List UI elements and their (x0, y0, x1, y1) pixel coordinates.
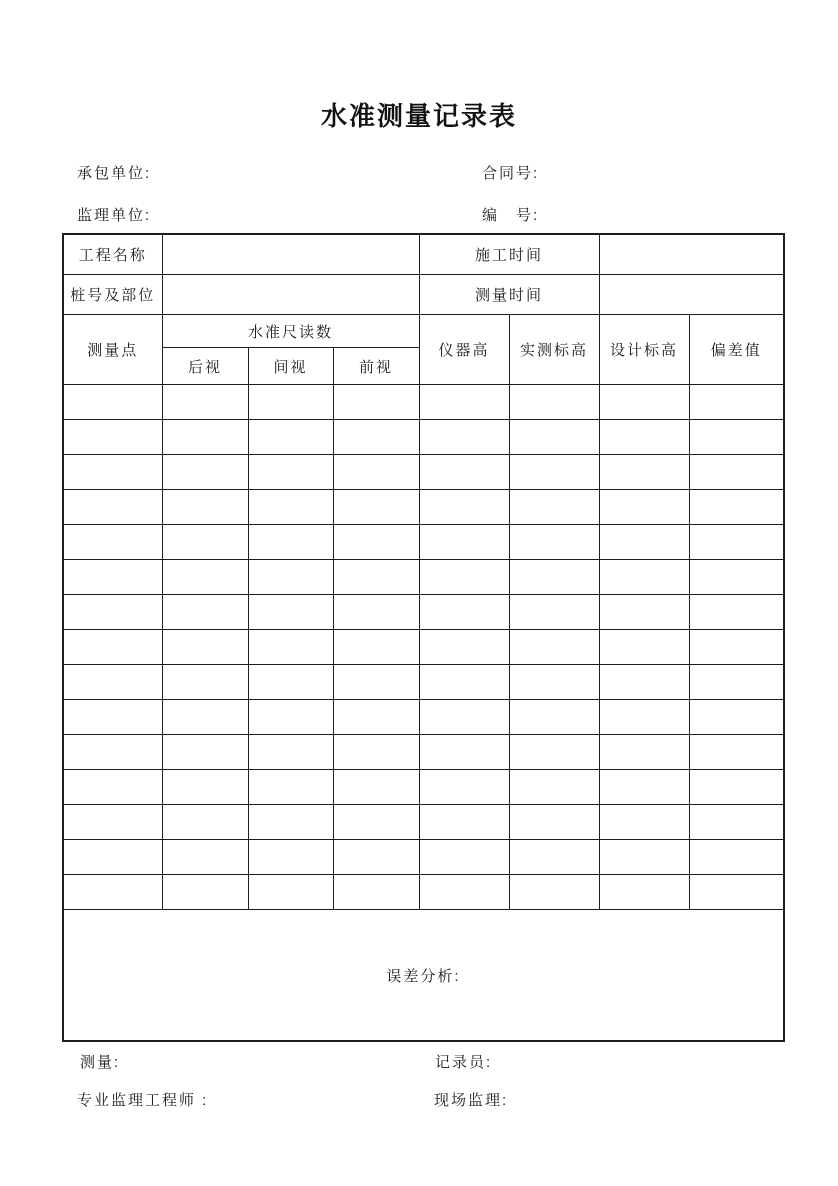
empty-cell[interactable] (333, 630, 419, 665)
empty-cell[interactable] (599, 665, 689, 700)
table-row (63, 770, 784, 805)
empty-cell[interactable] (689, 490, 784, 525)
empty-cell[interactable] (248, 420, 333, 455)
empty-cell[interactable] (162, 735, 248, 770)
empty-cell[interactable] (689, 560, 784, 595)
empty-cell[interactable] (689, 455, 784, 490)
empty-cell[interactable] (333, 840, 419, 875)
empty-cell[interactable] (599, 525, 689, 560)
error-analysis-label: 误差分析: (386, 967, 461, 985)
empty-cell[interactable] (599, 805, 689, 840)
empty-cell[interactable] (419, 770, 509, 805)
empty-cell[interactable] (63, 525, 162, 560)
empty-cell[interactable] (509, 805, 599, 840)
empty-cell[interactable] (333, 770, 419, 805)
table-row (63, 630, 784, 665)
empty-cell[interactable] (509, 665, 599, 700)
empty-cell[interactable] (689, 770, 784, 805)
construction-time-label: 施工时间 (419, 234, 599, 275)
empty-cell[interactable] (509, 630, 599, 665)
fore-sight-header: 前视 (333, 348, 419, 385)
error-analysis-cell[interactable] (63, 910, 784, 1042)
empty-cell[interactable] (599, 560, 689, 595)
empty-cell[interactable] (419, 525, 509, 560)
empty-cell[interactable] (248, 595, 333, 630)
empty-cell[interactable] (333, 385, 419, 420)
error-analysis-row (63, 910, 784, 1042)
measured-elevation-header: 实测标高 (509, 315, 599, 385)
empty-cell[interactable] (63, 805, 162, 840)
empty-cell[interactable] (63, 840, 162, 875)
empty-cell[interactable] (63, 490, 162, 525)
empty-cell[interactable] (509, 525, 599, 560)
empty-cell[interactable] (689, 630, 784, 665)
empty-cell[interactable] (689, 595, 784, 630)
table-row (63, 700, 784, 735)
intermediate-sight-header: 间视 (248, 348, 333, 385)
survey-time-value[interactable] (599, 275, 784, 315)
empty-cell[interactable] (419, 700, 509, 735)
empty-cell[interactable] (419, 490, 509, 525)
survey-point-header: 测量点 (63, 315, 162, 385)
empty-cell[interactable] (689, 805, 784, 840)
empty-cell[interactable] (162, 875, 248, 910)
pile-no-part-label: 桩号及部位 (63, 275, 162, 315)
empty-cell[interactable] (419, 385, 509, 420)
project-name-value[interactable] (162, 234, 419, 275)
empty-cell[interactable] (509, 490, 599, 525)
empty-cell[interactable] (419, 805, 509, 840)
empty-cell[interactable] (333, 595, 419, 630)
table-row (63, 665, 784, 700)
empty-cell[interactable] (333, 665, 419, 700)
empty-cell[interactable] (689, 840, 784, 875)
empty-cell[interactable] (599, 840, 689, 875)
empty-cell[interactable] (248, 735, 333, 770)
empty-cell[interactable] (63, 700, 162, 735)
empty-cell[interactable] (509, 420, 599, 455)
empty-cell[interactable] (689, 420, 784, 455)
empty-cell[interactable] (419, 735, 509, 770)
empty-cell[interactable] (248, 700, 333, 735)
empty-cell[interactable] (509, 770, 599, 805)
empty-cell[interactable] (162, 805, 248, 840)
deviation-header: 偏差值 (689, 315, 784, 385)
empty-cell[interactable] (599, 630, 689, 665)
empty-cell[interactable] (333, 420, 419, 455)
empty-cell[interactable] (63, 385, 162, 420)
table-row (63, 490, 784, 525)
table-row (63, 385, 784, 420)
empty-cell[interactable] (333, 805, 419, 840)
empty-cell[interactable] (599, 490, 689, 525)
empty-cell[interactable] (509, 700, 599, 735)
construction-time-value[interactable] (599, 234, 784, 275)
recorder-label: 记录员: (435, 1054, 493, 1071)
empty-cell[interactable] (162, 700, 248, 735)
empty-cell[interactable] (599, 455, 689, 490)
pile-info-row (63, 275, 784, 315)
empty-cell[interactable] (162, 525, 248, 560)
empty-cell[interactable] (248, 560, 333, 595)
empty-cell[interactable] (333, 490, 419, 525)
table-row (63, 840, 784, 875)
survey-record-table (62, 233, 785, 1042)
empty-cell[interactable] (509, 875, 599, 910)
empty-cell[interactable] (248, 875, 333, 910)
contract-no-label: 合同号: (482, 165, 540, 182)
header-row-upper (63, 315, 784, 348)
surveyor-label: 测量: (80, 1054, 121, 1071)
empty-cell[interactable] (63, 875, 162, 910)
table-row (63, 875, 784, 910)
empty-cell[interactable] (248, 490, 333, 525)
empty-cell[interactable] (333, 525, 419, 560)
empty-cell[interactable] (248, 525, 333, 560)
table-row (63, 455, 784, 490)
empty-cell[interactable] (63, 665, 162, 700)
empty-cell[interactable] (599, 595, 689, 630)
empty-cell[interactable] (248, 805, 333, 840)
empty-cell[interactable] (63, 735, 162, 770)
instrument-height-header: 仪器高 (419, 315, 509, 385)
empty-cell[interactable] (162, 420, 248, 455)
table-row (63, 805, 784, 840)
pile-no-part-value[interactable] (162, 275, 419, 315)
project-info-row (63, 234, 784, 275)
empty-cell[interactable] (419, 455, 509, 490)
empty-cell[interactable] (333, 455, 419, 490)
empty-cell[interactable] (162, 490, 248, 525)
empty-cell[interactable] (248, 770, 333, 805)
empty-cell[interactable] (689, 665, 784, 700)
empty-cell[interactable] (599, 875, 689, 910)
empty-cell[interactable] (63, 560, 162, 595)
empty-cell[interactable] (63, 455, 162, 490)
survey-time-label: 测量时间 (419, 275, 599, 315)
design-elevation-header: 设计标高 (599, 315, 689, 385)
empty-cell[interactable] (162, 595, 248, 630)
empty-cell[interactable] (419, 420, 509, 455)
table-row (63, 560, 784, 595)
empty-cell[interactable] (63, 630, 162, 665)
empty-cell[interactable] (689, 385, 784, 420)
empty-cell[interactable] (689, 875, 784, 910)
empty-cell[interactable] (63, 770, 162, 805)
empty-cell[interactable] (333, 700, 419, 735)
empty-cell[interactable] (248, 455, 333, 490)
empty-cell[interactable] (333, 735, 419, 770)
empty-cell[interactable] (162, 630, 248, 665)
serial-no-label: 编 号: (482, 207, 540, 224)
empty-cell[interactable] (162, 770, 248, 805)
empty-cell[interactable] (419, 840, 509, 875)
empty-cell[interactable] (689, 525, 784, 560)
empty-cell[interactable] (689, 700, 784, 735)
empty-cell[interactable] (248, 665, 333, 700)
empty-cell[interactable] (509, 735, 599, 770)
empty-cell[interactable] (599, 700, 689, 735)
empty-cell[interactable] (419, 595, 509, 630)
empty-cell[interactable] (248, 840, 333, 875)
contractor-label: 承包单位: (77, 165, 152, 182)
table-row (63, 735, 784, 770)
empty-cell[interactable] (162, 840, 248, 875)
table-row (63, 525, 784, 560)
empty-cell[interactable] (419, 630, 509, 665)
chief-engineer-label: 专业监理工程师 : (77, 1092, 209, 1109)
empty-cell[interactable] (509, 840, 599, 875)
empty-cell[interactable] (599, 385, 689, 420)
data-rows (63, 385, 784, 910)
supervision-unit-label: 监理单位: (77, 207, 152, 224)
site-supervision-label: 现场监理: (434, 1092, 509, 1109)
empty-cell[interactable] (599, 735, 689, 770)
page-title: 水准测量记录表 (320, 101, 517, 131)
empty-cell[interactable] (333, 560, 419, 595)
empty-cell[interactable] (509, 385, 599, 420)
empty-cell[interactable] (162, 665, 248, 700)
back-sight-header: 后视 (162, 348, 248, 385)
empty-cell[interactable] (509, 455, 599, 490)
table-row (63, 420, 784, 455)
empty-cell[interactable] (419, 665, 509, 700)
empty-cell[interactable] (333, 875, 419, 910)
empty-cell[interactable] (419, 875, 509, 910)
empty-cell[interactable] (689, 735, 784, 770)
empty-cell[interactable] (509, 595, 599, 630)
empty-cell[interactable] (63, 595, 162, 630)
empty-cell[interactable] (162, 455, 248, 490)
level-rod-reading-header: 水准尺读数 (162, 315, 419, 348)
table-row (63, 595, 784, 630)
empty-cell[interactable] (599, 770, 689, 805)
empty-cell[interactable] (162, 385, 248, 420)
empty-cell[interactable] (419, 560, 509, 595)
empty-cell[interactable] (248, 385, 333, 420)
empty-cell[interactable] (162, 560, 248, 595)
project-name-label: 工程名称 (63, 234, 162, 275)
empty-cell[interactable] (509, 560, 599, 595)
empty-cell[interactable] (63, 420, 162, 455)
empty-cell[interactable] (248, 630, 333, 665)
empty-cell[interactable] (599, 420, 689, 455)
